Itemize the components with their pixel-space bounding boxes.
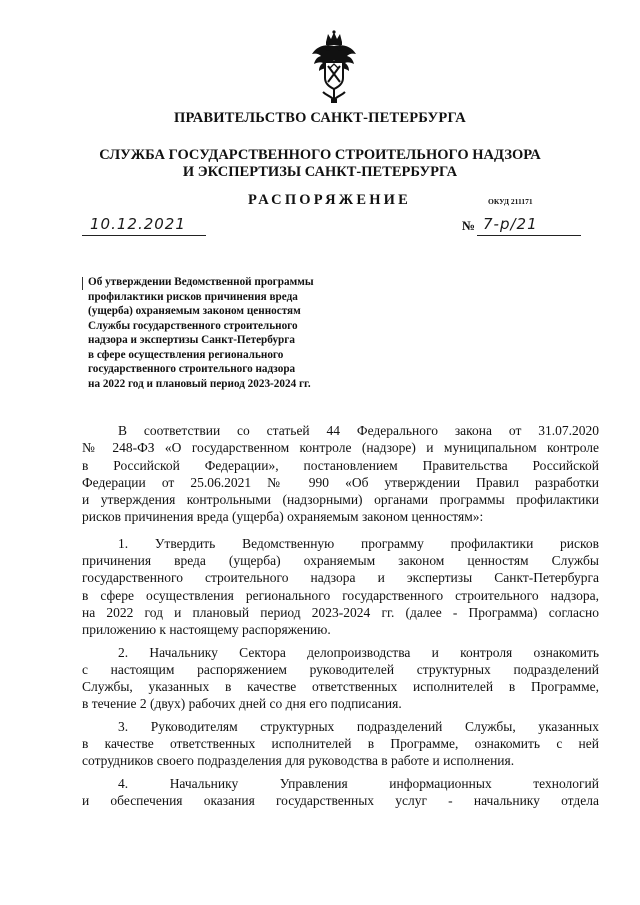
body-line: в сфере осуществления регионального государственного строительного надзора, — [82, 587, 599, 603]
body-line: 2. Начальнику Сектора делопроизводства и контроля ознакомить — [118, 644, 599, 660]
document-subject — [88, 275, 378, 391]
body-line: 4. Начальнику Управления информационных технологий — [118, 775, 599, 791]
body-line: рисков причинения вреда (ущерба) охраняемым законом ценностям»: — [82, 509, 484, 525]
subject-line: на 2022 год и плановый период 2023-2024 гг. — [88, 377, 311, 390]
document-number: 7-р/21 — [483, 215, 538, 233]
body-line: 3. Руководителям структурных подразделений Службы, указанных — [118, 718, 599, 734]
service-title-line: И ЭКСПЕРТИЗЫ САНКТ-ПЕТЕРБУРГА — [182, 164, 458, 180]
body-line: с настоящим распоряжением руководителей структурных подразделений — [82, 661, 599, 677]
body-line: государственного строительного надзора и экспертизы Санкт-Петербурга — [82, 570, 599, 586]
okud-code: ОКУД 211171 — [488, 197, 533, 206]
document-date: 10.12.2021 — [90, 215, 186, 233]
body-line: в течение 2 (двух) рабочих дней со дня его подписания. — [82, 696, 402, 712]
body-line: Федерации от 25.06.2021 № 990 «Об утверждении Правил разработки — [82, 474, 599, 490]
document-date-field — [82, 217, 206, 236]
document-body — [82, 422, 599, 809]
subject-bracket — [82, 277, 87, 290]
preamble-paragraph — [82, 422, 599, 526]
item-1-paragraph — [82, 535, 599, 639]
body-line: и утверждения контрольными (надзорными) органами программы профилактики — [82, 492, 599, 508]
subject-line: государственного строительного надзора — [88, 363, 296, 375]
subject-line: Службы государственного строительного — [88, 319, 298, 332]
subject-line: (ущерба) охраняемым законом ценностям — [88, 305, 301, 317]
service-title-line: СЛУЖБА ГОСУДАРСТВЕННОГО СТРОИТЕЛЬНОГО НАДЗОРА — [99, 147, 541, 163]
number-label: № — [462, 218, 476, 233]
body-line: в Российской Федерации», постановлением Правительства Российской — [82, 457, 599, 473]
subject-line: профилактики рисков причинения вреда — [88, 290, 298, 303]
body-line: В соответствии со статьей 44 Федерального закона от 31.07.2020 — [118, 423, 599, 438]
coat-of-arms-emblem — [309, 30, 359, 104]
body-line: № 248-ФЗ «О государственном контроле (надзоре) и муниципальном контроле — [82, 440, 599, 456]
body-line: 1. Утвердить Ведомственную программу профилактики рисков — [118, 535, 599, 551]
subject-line: надзора и экспертизы Санкт-Петербурга — [88, 334, 295, 346]
body-line: сотрудников своего подразделения для руководства в работе и исполнения. — [82, 753, 515, 769]
document-type: РАСПОРЯЖЕНИЕ — [248, 192, 412, 208]
paragraph-gap — [82, 526, 599, 535]
body-line: причинения вреда (ущерба) охраняемым законом ценностям Службы — [82, 553, 599, 569]
item-3-paragraph — [82, 718, 599, 770]
item-2-paragraph — [82, 644, 599, 713]
subject-line: в сфере осуществления регионального — [88, 348, 284, 361]
body-line: Службы, указанных в качестве ответственных исполнителей в Программе, — [82, 679, 599, 695]
subject-line: Об утверждении Ведомственной программы — [88, 276, 314, 288]
body-line: в качестве ответственных исполнителей в Программе, ознакомить с ней — [82, 736, 599, 752]
government-title: ПРАВИТЕЛЬСТВО САНКТ-ПЕТЕРБУРГА — [174, 110, 466, 126]
service-title — [0, 147, 640, 181]
body-line: на 2022 год и плановый период 2023-2024 гг. (далее - Программа) согласно — [82, 604, 599, 620]
body-line: приложению к настоящему распоряжению. — [82, 622, 331, 638]
item-4-paragraph — [82, 775, 599, 810]
document-number-field — [477, 217, 581, 236]
body-line: и обеспечения оказания государственных услуг - начальнику отдела — [82, 792, 599, 808]
